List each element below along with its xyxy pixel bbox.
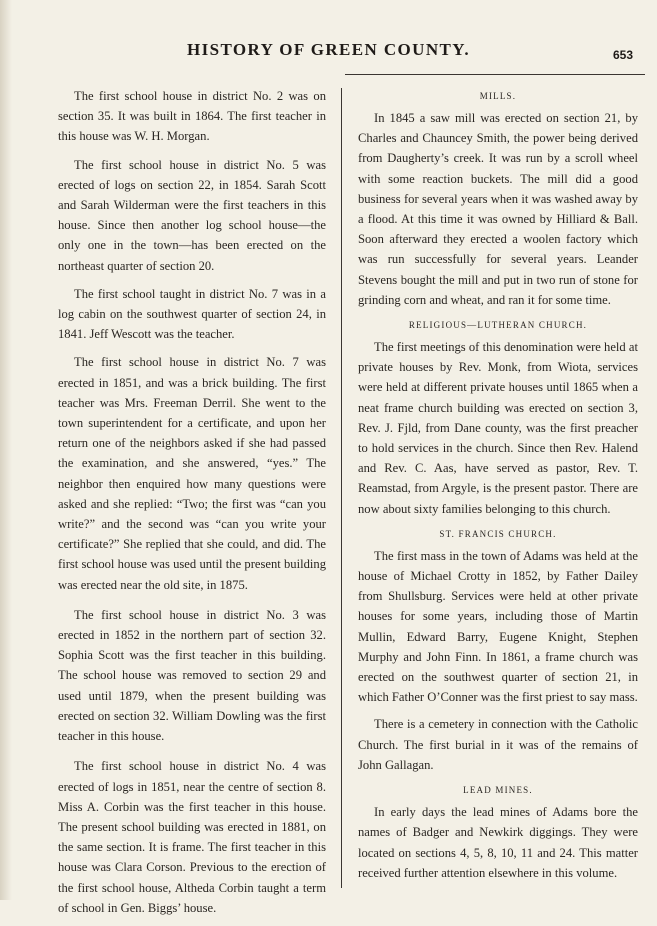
section-heading-lutheran: RELIGIOUS—LUTHERAN CHURCH. [408, 320, 588, 331]
paragraph-st-francis-cemetery: There is a cemetery in connection with the Catholic Church. The first burial in it was of the remains of John Gallagan. [358, 717, 638, 772]
section-heading-mills: MILLS. [479, 91, 517, 101]
page-edge-shadow [0, 0, 12, 900]
paragraph-district-7-school: The first school taught in district No. 7 was in a log cabin on the southwest quarter of section 24, in 1841. Jeff Wescott was the teacher. [58, 286, 326, 342]
paragraph-district-7-house: The first school house in district No. 7 was erected in 1851, and was a brick building. The first teacher was Mrs. Freeman Derril. She went to the town superintendent for a certificate, and upon her return one of the neighbors asked if she had passed the examination, and she answered, “yes.” The neighbor then enquired how many questions were asked and she replied: “Two; the first was “can you write?” and the second was “can you write your certificate?” She replied that she could, and did. The first school house was used until the present building was erected near the old site, in 1875. [58, 355, 326, 592]
page-number: 653 [612, 48, 633, 62]
page-header [0, 40, 657, 70]
header-rule [345, 74, 645, 75]
right-column [358, 86, 638, 890]
section-heading-st-francis: ST. FRANCIS CHURCH. [439, 528, 557, 539]
left-column [58, 86, 326, 926]
paragraph-st-francis-mass: The first mass in the town of Adams was held at the house of Michael Crotty in 1852, by Father Dailey from Shullsburg. Services were held at other private houses for some years, including those of Martin Mullin, Edward Barry, Eugene Knight, Stephen Murphy and John Finn. In 1861, a frame church was erected on the southwest quarter of section 21, in which Father O’Conner was the first priest to say mass. [358, 548, 638, 705]
paragraph-district-2: The first school house in district No. 2 was on section 35. It was built in 1864. The first teacher in this house was W. H. Morgan. [58, 89, 326, 144]
paragraph-district-5: The first school house in district No. 5 was erected of logs on section 22, in 1854. Sarah Scott and Sarah Wilderman were the first teachers in this house. Since then another log school house—the only one in the town—has been erected on the northeast quarter of section 20. [58, 157, 326, 273]
paragraph-district-4: The first school house in district No. 4 was erected of logs in 1851, near the centre of section 8. Miss A. Corbin was the first teacher in this house. The present school building was erected in 1881, on the same section. It is frame. The first teacher in this house was Clara Corson. Previous to the erection of the first school house, Altheda Corbin taught a term of school in Gen. Biggs’ house. [58, 759, 326, 915]
column-divider [341, 88, 342, 888]
paragraph-district-3: The first school house in district No. 3 was erected in 1852 in the northern part of section 32. Sophia Scott was the first teacher in this building. The school house was removed to section 29 and used until 1879, when the present building was erected on section 32. William Dowling was the first teacher in this house. [58, 607, 326, 744]
paragraph-lutheran: The first meetings of this denomination were held at private houses by Rev. Monk, from Wiota, services were held at different private houses until 1865 when a neat frame church building was erected on section 3, Rev. J. Fjld, from Dane county, was the first preacher to hold services in the church. Since then Rev. Halend and Rev. C. Aas, have served as pastor, Rev. T. Reamstad, from Argyle, is the present pastor. There are now about sixty families belonging to this church. [358, 340, 638, 516]
section-heading-lead-mines: LEAD MINES. [463, 785, 533, 796]
running-head: HISTORY OF GREEN COUNTY. [186, 40, 470, 59]
paragraph-mills: In 1845 a saw mill was erected on section 21, by Charles and Chauncey Smith, the power being derived from Daugherty’s creek. It was run by a scroll wheel with some reaction buckets. The mill did a good business for several years when it was washed away by a flood. At this time it was owned by Hilliard & Ball. Soon afterward they erected a woolen factory which was run successfully for several years. Leander Stevens bought the mill and put in two run of stone for grinding corn and wheat, and ran it for some time. [358, 111, 638, 307]
paragraph-lead-mines: In early days the lead mines of Adams bore the names of Badger and Newkirk diggings. They were located on sections 4, 5, 8, 10, 11 and 24. This matter received further attention elsewhere in this volume. [358, 805, 638, 880]
